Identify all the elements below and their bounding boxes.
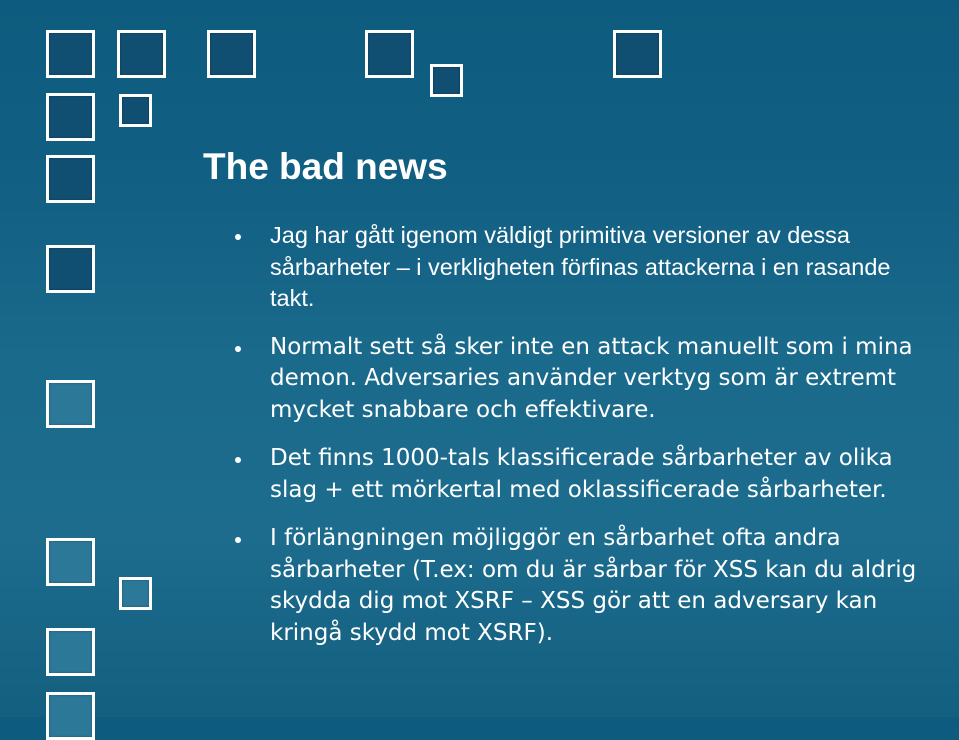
- decor-square: [613, 30, 662, 78]
- bullet-text: Jag har gått igenom väldigt primitiva versioner av dessa sårbarheter – i verkligheten förfinas attackerna i en rasande takt.: [270, 222, 891, 311]
- decor-square: [430, 64, 463, 97]
- decor-square: [46, 380, 95, 428]
- decor-square: [46, 628, 95, 676]
- bullet-item: [232, 220, 932, 315]
- bullet-item: [232, 523, 932, 649]
- decor-square: [117, 30, 166, 78]
- bullet-text: I förlängningen möjliggör en sårbarhet ofta andra sårbarheter (T.ex: om du är sårbar för XSS kan du aldrig skydda dig mot XSRF – XSS gör att en adversary kan kringå skydd mot XSRF).: [270, 525, 917, 646]
- decor-square: [46, 93, 95, 141]
- decor-square: [207, 30, 256, 78]
- decor-square: [119, 577, 152, 610]
- slide-title: The bad news: [203, 146, 448, 187]
- bullet-item: [232, 443, 932, 506]
- decor-square: [46, 245, 95, 293]
- bullet-dot-icon: [235, 234, 241, 240]
- decor-square: [46, 692, 95, 740]
- bullet-item: [232, 332, 932, 427]
- decor-square: [365, 30, 414, 78]
- bullet-list: [232, 220, 932, 666]
- decor-square: [46, 155, 95, 203]
- bullet-text: Normalt sett så sker inte en attack manuellt som i mina demon. Adversaries använder verktyg som är extremt mycket snabbare och effektivare.: [270, 333, 913, 423]
- decor-square: [46, 30, 95, 78]
- bullet-dot-icon: [235, 457, 241, 463]
- decor-square: [119, 94, 152, 127]
- bullet-text: Det finns 1000-tals klassificerade sårbarheter av olika slag + ett mörkertal med oklassificerade sårbarheter.: [270, 445, 893, 503]
- bullet-dot-icon: [235, 537, 241, 543]
- bullet-dot-icon: [235, 346, 241, 352]
- decor-square: [46, 538, 95, 586]
